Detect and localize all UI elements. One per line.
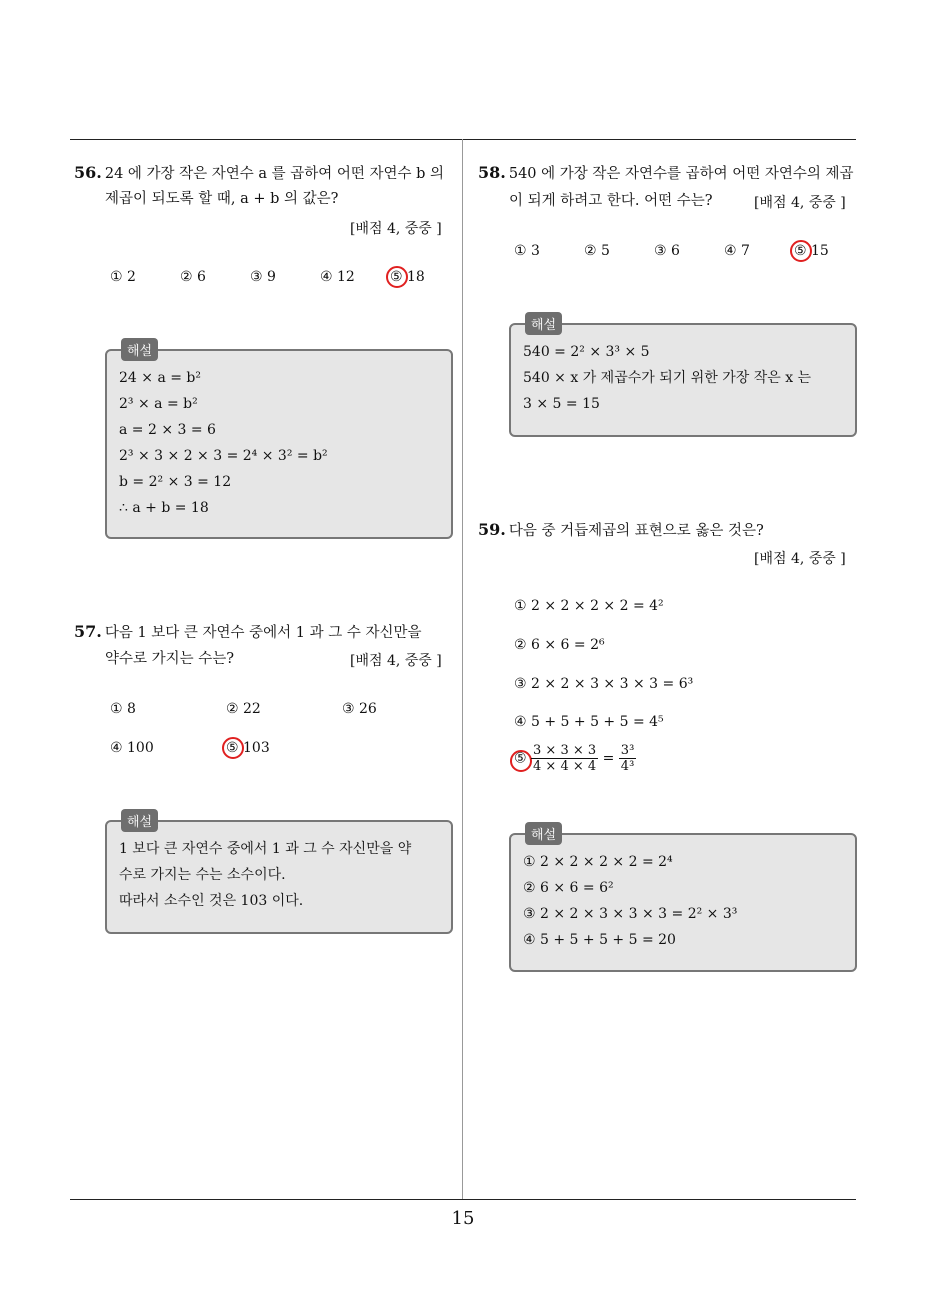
q59-sol-line: ① 2 × 2 × 2 × 2 = 2⁴: [523, 854, 673, 870]
q59-choice-3[interactable]: ③ 2 × 2 × 3 × 3 × 3 = 6³: [514, 676, 694, 692]
q56-sol-line: 2³ × 3 × 2 × 3 = 2⁴ × 3² = b²: [119, 448, 328, 464]
q57-choice-3[interactable]: ③ 26: [342, 701, 377, 717]
solution-tag: 해설: [121, 338, 158, 361]
solution-tag: 해설: [525, 822, 562, 845]
q58-choice-4[interactable]: ④ 7: [724, 243, 750, 259]
q58-sol-line: 3 × 5 = 15: [523, 396, 600, 412]
q56-sol-line: ∴ a + b = 18: [119, 500, 209, 516]
q59-choice-5[interactable]: [514, 743, 636, 774]
q57-solution-box: [105, 815, 453, 934]
q56-choice-5[interactable]: ⑤ 18: [390, 269, 425, 285]
q58-choice-2[interactable]: ② 5: [584, 243, 610, 259]
q57-choice-5[interactable]: ⑤ 103: [226, 740, 270, 756]
q59-sol-line: ③ 2 × 2 × 3 × 3 × 3 = 2² × 3³: [523, 906, 738, 922]
q58-choice-3[interactable]: ③ 6: [654, 243, 680, 259]
q59-choice-1[interactable]: ① 2 × 2 × 2 × 2 = 4²: [514, 598, 664, 614]
q57-choice-4[interactable]: ④ 100: [110, 740, 154, 756]
q57-sol-line: 1 보다 큰 자연수 중에서 1 과 그 수 자신만을 약: [119, 841, 412, 857]
solution-tag: 해설: [121, 809, 158, 832]
q57-line2: 약수로 가지는 수는?: [105, 651, 235, 667]
q59-number: 59.: [478, 520, 506, 539]
bottom-rule: [70, 1199, 856, 1200]
q57-choice-2[interactable]: ② 22: [226, 701, 261, 717]
q56-choice-1[interactable]: ① 2: [110, 269, 136, 285]
q56-line1: 56. 24 에 가장 작은 자연수 a 를 곱하여 어떤 자연수 b 의: [74, 163, 445, 182]
q56-choice-4[interactable]: ④ 12: [320, 269, 355, 285]
q56-sol-line: 2³ × a = b²: [119, 396, 198, 412]
top-rule: [70, 139, 856, 140]
q56-meta: [배점 4, 중중 ]: [350, 221, 442, 237]
q58-sol-line: 540 = 2² × 3³ × 5: [523, 344, 650, 360]
q57-choice-1[interactable]: ① 8: [110, 701, 136, 717]
choice-5-fraction-right: $\frac{\text{3³}}{\text{4³}}$: [620, 743, 635, 774]
q57-sol-line: 따라서 소수인 것은 103 이다.: [119, 893, 304, 909]
page-number: 15: [451, 1208, 475, 1229]
choice-5-equals: =: [602, 750, 615, 767]
choice-5-fraction-left: $\frac{3 \times 3 \times 3}{4 \times 4 \times 4}$: [533, 743, 597, 774]
q58-meta: [배점 4, 중중 ]: [754, 195, 846, 211]
q58-line1: 58. 540 에 가장 작은 자연수를 곱하여 어떤 자연수의 제곱: [478, 163, 854, 182]
q59-choice-2[interactable]: ② 6 × 6 = 2⁶: [514, 637, 605, 653]
q56-number: 56.: [74, 163, 102, 182]
q57-number: 57.: [74, 622, 102, 641]
q57-meta: [배점 4, 중중 ]: [350, 653, 442, 669]
q59-sol-line: ② 6 × 6 = 6²: [523, 880, 614, 896]
q58-line2: 이 되게 하려고 한다. 어떤 수는?: [509, 193, 713, 209]
q58-sol-line: 540 × x 가 제곱수가 되기 위한 가장 작은 x 는: [523, 370, 812, 386]
q57-sol-line: 수로 가지는 수는 소수이다.: [119, 867, 286, 883]
column-divider: [462, 139, 463, 1200]
solution-tag: 해설: [525, 312, 562, 335]
q59-solution-box: [509, 828, 857, 972]
q59-choice-4[interactable]: ④ 5 + 5 + 5 + 5 = 4⁵: [514, 714, 664, 730]
q56-solution-box: [105, 344, 453, 539]
q58-number: 58.: [478, 163, 506, 182]
q58-choice-1[interactable]: ① 3: [514, 243, 540, 259]
choice-5-mark: ⑤: [514, 750, 527, 767]
q57-line1: 57. 다음 1 보다 큰 자연수 중에서 1 과 그 수 자신만을: [74, 622, 422, 641]
q58-choice-5[interactable]: ⑤ 15: [794, 243, 829, 259]
q59-sol-line: ④ 5 + 5 + 5 + 5 = 20: [523, 932, 676, 948]
q59-meta: [배점 4, 중중 ]: [754, 551, 846, 567]
q56-choice-2[interactable]: ② 6: [180, 269, 206, 285]
q56-choice-3[interactable]: ③ 9: [250, 269, 276, 285]
q56-sol-line: 24 × a = b²: [119, 370, 201, 386]
q56-line2: 제곱이 되도록 할 때, a + b 의 값은?: [105, 191, 339, 207]
q56-sol-line: a = 2 × 3 = 6: [119, 422, 216, 438]
q56-sol-line: b = 2² × 3 = 12: [119, 474, 232, 490]
q59-line1: 59. 다음 중 거듭제곱의 표현으로 옳은 것은?: [478, 520, 764, 539]
q58-solution-box: [509, 318, 857, 437]
